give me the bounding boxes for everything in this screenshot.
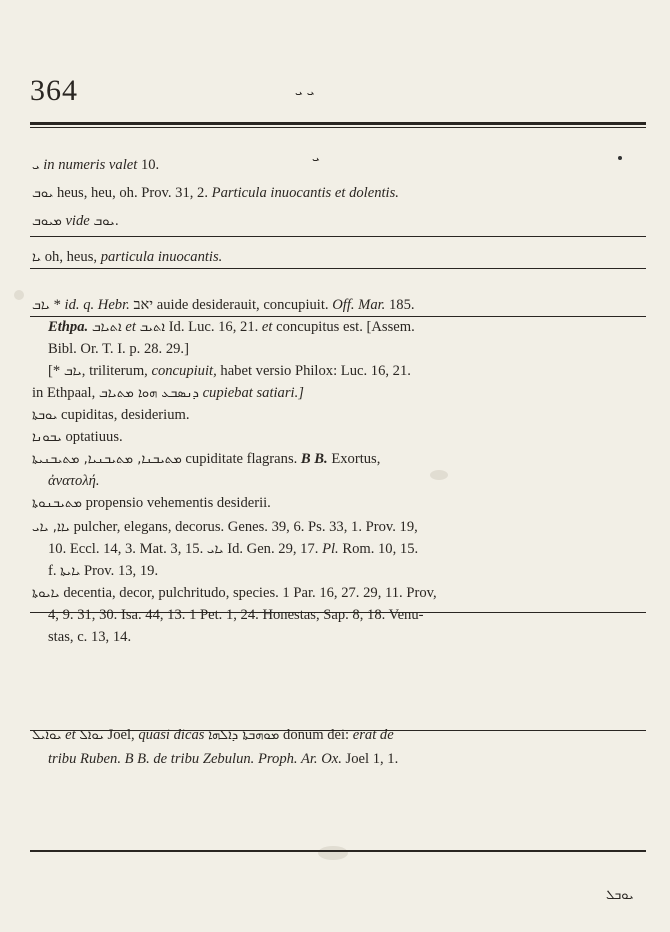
section-letter: ܝ <box>312 150 320 165</box>
latin-text: Joel 1, 1. <box>341 751 399 767</box>
entry-line <box>32 384 304 403</box>
latin-text: יאב auide desiderauit, concupiuit. <box>129 297 333 313</box>
latin-text: Prov. 13, 19. <box>80 563 159 579</box>
entry-line <box>48 340 189 358</box>
latin-text: f. <box>48 563 61 579</box>
syriac-word: ܐܬܝܐܒ <box>91 320 122 335</box>
syriac-word: ܡܬܝܒܢܘܬܐ <box>32 496 82 511</box>
entry-line <box>32 248 222 267</box>
syriac-word: ܡܬܝܒܢܐ, ܡܬܝܒܢܝܐ, ܡܬܝܒܢܝܬܐ <box>32 452 182 467</box>
syriac-word: ܝܐܝܘܬܐ <box>32 586 60 601</box>
running-head: ܝ ܝ <box>295 84 315 99</box>
entry-line <box>48 750 398 768</box>
latin-text: quasi dicas <box>138 727 205 743</box>
entry-line <box>32 726 394 745</box>
latin-text: heus, heu, oh. Prov. 31, 2. <box>53 185 212 201</box>
syriac-word: ܝܐܒ <box>63 364 82 379</box>
latin-text: et <box>121 319 140 335</box>
latin-text: Ethpa. <box>48 319 89 335</box>
syriac-word: ܝܘܐܝܠ <box>32 728 62 743</box>
latin-text: Id. Gen. 29, 17. <box>223 541 323 557</box>
syriac-word: ܝܘܒ <box>32 186 54 201</box>
divider <box>30 268 646 269</box>
divider <box>30 316 646 317</box>
latin-text: vide <box>61 213 94 229</box>
latin-text: donum dei: <box>279 727 353 743</box>
entry-line <box>48 628 131 646</box>
latin-text: cupiebat satiari.] <box>202 385 304 401</box>
page-number: 364 <box>30 74 78 107</box>
latin-text: Rom. 10, 15. <box>338 541 419 557</box>
latin-text: cupiditate flagrans. <box>181 451 301 467</box>
entry-line <box>48 562 158 581</box>
syriac-word: ܡܘܗܒܬܐ ܕܐܠܗܐ <box>208 728 280 743</box>
latin-text: et <box>261 319 273 335</box>
latin-text: 4, 9. 31, 30. Isa. 44, 13. 1 Pet. 1, 24. Honestas, Sap. 8, 18. Venu- <box>48 607 424 623</box>
latin-text: tribu Ruben. B B. de tribu Zebulun. Proph. Ar. Ox. <box>48 751 342 767</box>
syriac-word: ܝܘܒ. <box>93 214 119 229</box>
entry-line <box>32 184 399 203</box>
latin-text: in numeris valet <box>39 157 141 173</box>
latin-text: ἀνατολή. <box>48 473 100 489</box>
entry-line <box>48 362 411 381</box>
header-rule-thin <box>30 127 646 128</box>
latin-text: Pl. <box>322 541 339 557</box>
latin-text: particula inuocantis. <box>100 249 223 265</box>
syriac-word: ܝ <box>32 158 40 173</box>
syriac-word: ܝܐܐ, ܝܐܝ <box>32 520 70 535</box>
latin-text: 10. <box>140 157 160 173</box>
latin-text: concupiuit, <box>151 363 217 379</box>
latin-text: Id. Luc. 16, 21. <box>165 319 262 335</box>
latin-text: * <box>49 297 65 313</box>
entry-line <box>32 450 380 469</box>
entry-line <box>32 406 190 425</box>
syriac-word: ܝܘܒܬܐ <box>32 408 58 423</box>
latin-text: Off. Mar. <box>332 297 386 313</box>
latin-text: , triliterum, <box>81 363 152 379</box>
latin-text: Bibl. Or. T. I. p. 28. 29.] <box>48 341 189 357</box>
latin-text: B B. <box>300 451 328 467</box>
latin-text: optatiuus. <box>61 429 123 445</box>
entry-line <box>48 540 418 559</box>
latin-text: et <box>61 727 80 743</box>
entry-line <box>32 296 415 315</box>
divider <box>30 236 646 237</box>
latin-text: in Ethpaal, <box>32 385 99 401</box>
entry-line <box>32 584 437 603</box>
latin-text: propensio vehementis desiderii. <box>81 495 271 511</box>
syriac-word: ܕܢܣܒܥ ܗܘܐ ܡܬܝܐܒ <box>98 386 199 401</box>
syriac-word: ܝܐܒ <box>32 298 50 313</box>
latin-text: 185. <box>385 297 415 313</box>
syriac-word: ܝܐ <box>32 250 42 265</box>
header-rule <box>30 122 646 125</box>
latin-text: decentia, decor, pulchritudo, species. 1 Par. 16, 27. 29, 11. Prov, <box>59 585 437 601</box>
latin-text: Particula inuocantis et dolentis. <box>211 185 399 201</box>
entry-line <box>32 428 123 447</box>
latin-text: oh, heus, <box>41 249 101 265</box>
latin-text: id. q. Hebr. <box>64 297 130 313</box>
syriac-word: ܝܒܘܢܐ <box>32 430 62 445</box>
latin-text: cupiditas, desiderium. <box>57 407 190 423</box>
syriac-word: ܝܘܐܠ <box>79 728 104 743</box>
latin-text: erat de <box>352 727 394 743</box>
latin-text: 10. Eccl. 14, 3. Mat. 3, 15. <box>48 541 207 557</box>
entry-line <box>32 156 159 175</box>
latin-text: pulcher, elegans, decorus. Genes. 39, 6. Ps. 33, 1. Prov. 19, <box>69 519 418 535</box>
entry-line <box>32 212 119 231</box>
syriac-word: ܡܝܘܒ <box>32 214 62 229</box>
entry-line <box>32 494 271 513</box>
latin-text: stas, c. 13, 14. <box>48 629 132 645</box>
footer-rule <box>30 850 646 852</box>
syriac-word: ܝܐܝ <box>206 542 224 557</box>
entry-line <box>48 318 415 337</box>
catchword: ܝܘܒܠ <box>606 888 634 903</box>
syriac-word: ܐܬܝܒ <box>139 320 166 335</box>
ornament-dot <box>618 156 622 160</box>
latin-text: Joel, <box>103 727 139 743</box>
entry-line <box>48 606 424 624</box>
syriac-word: ܝܐܝܬܐ <box>60 564 81 579</box>
entry-line <box>48 472 100 490</box>
latin-text: [* <box>48 363 64 379</box>
latin-text: concupitus est. [Assem. <box>272 319 415 335</box>
latin-text: habet versio Philox: Luc. 16, 21. <box>216 363 411 379</box>
entry-line <box>32 518 418 537</box>
latin-text: Exortus, <box>327 451 381 467</box>
